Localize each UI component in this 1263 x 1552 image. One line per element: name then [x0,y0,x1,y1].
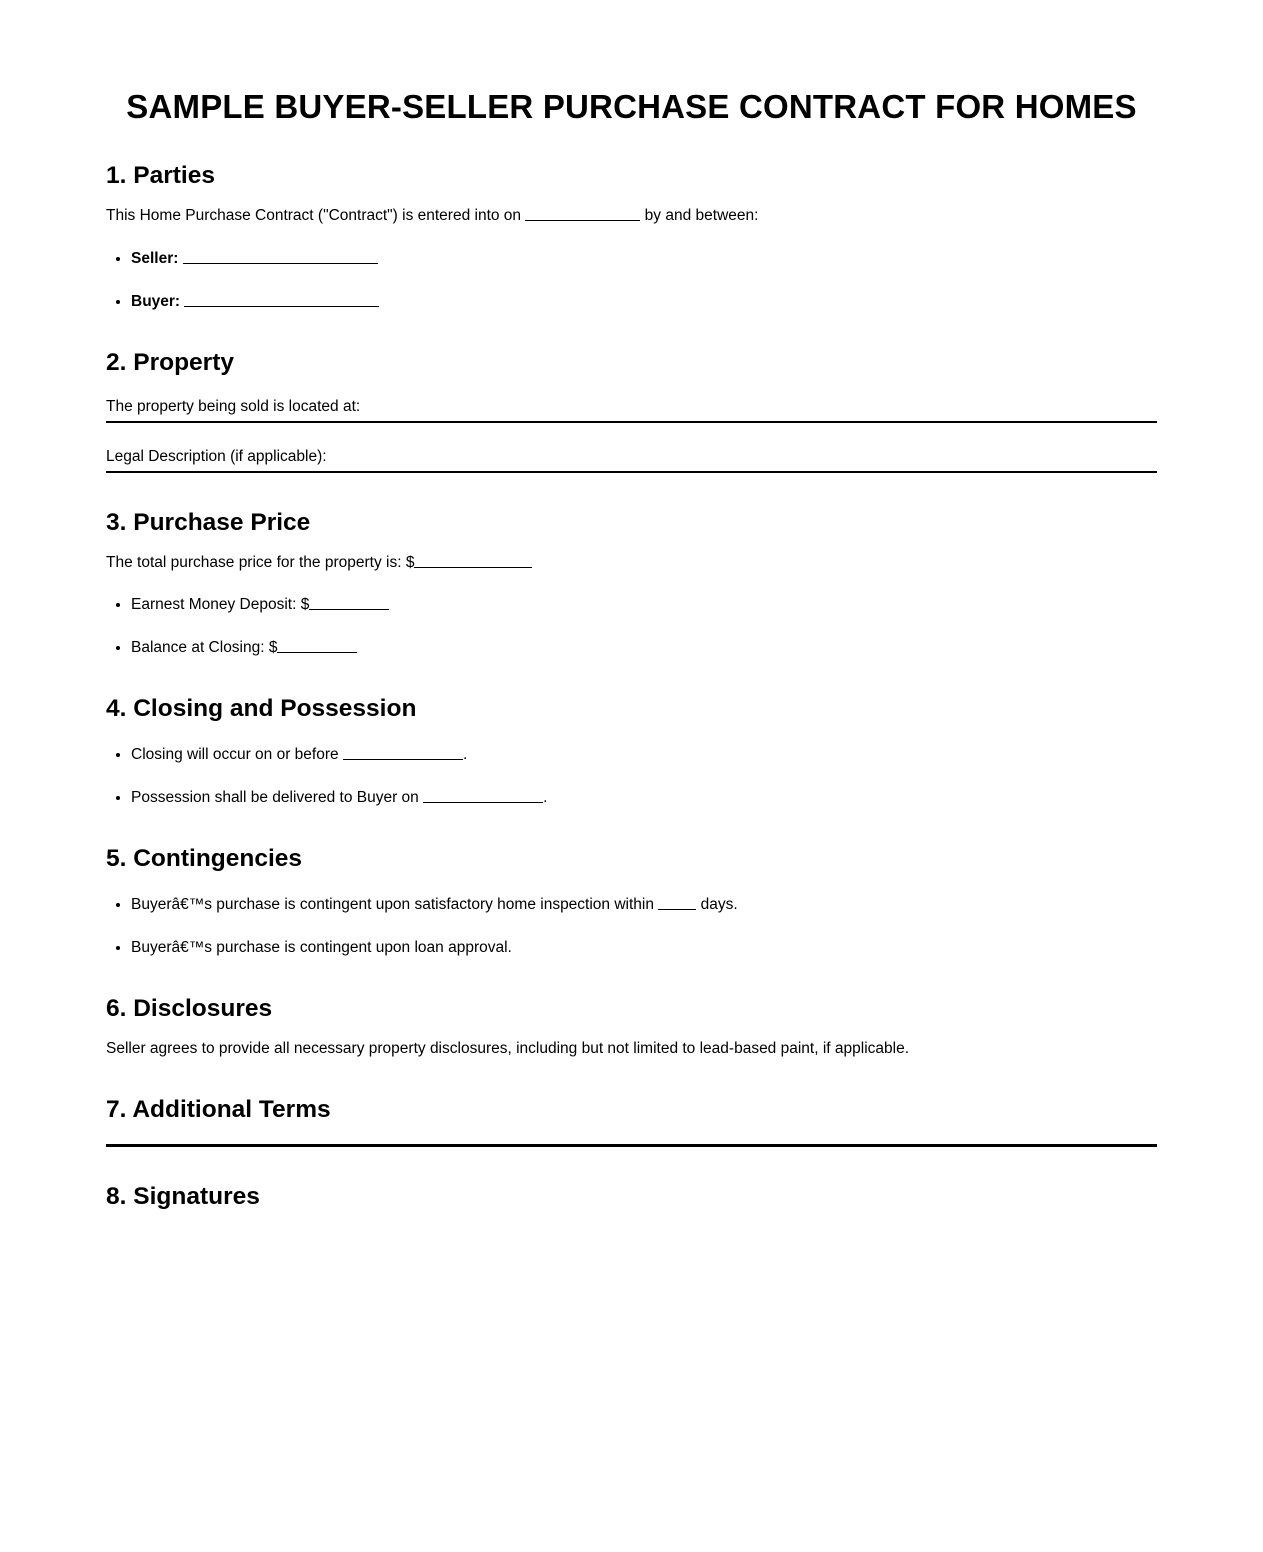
disclosures-heading: 6. Disclosures [106,995,273,1022]
document-title: SAMPLE BUYER-SELLER PURCHASE CONTRACT FOR HOMES [126,88,1137,125]
closing-date-text: Closing will occur on or before [131,746,339,764]
closing-date-item [131,745,1157,766]
seller-label: Seller: [131,249,179,267]
section-signatures [106,1183,1157,1211]
property-location-line [106,397,1157,423]
additional-terms-heading: 7. Additional Terms [106,1095,331,1123]
purchase-price-heading: 3. Purchase Price [106,508,311,536]
section-purchase-price [106,509,1157,660]
purchase-price-total [106,553,1157,574]
closing-heading: 4. Closing and Possession [106,695,417,723]
inspection-contingency-item [131,895,1157,916]
section-property [106,349,1157,473]
earnest-money-item [131,595,1157,616]
seller-list-item [131,249,1157,270]
loan-contingency-text: Buyerâ€™s purchase is contingent upon loan approval. [131,939,512,957]
purchase-price-total-text: The total purchase price for the property is: $ [106,553,415,571]
closing-date-period: . [462,746,468,764]
balance-closing-item [131,638,1157,659]
earnest-money-label: Earnest Money Deposit: $ [131,596,310,614]
property-heading: 2. Property [106,348,234,376]
section-closing-possession [106,695,1157,809]
possession-date-text: Possession shall be delivered to Buyer on [131,789,419,807]
total-price-blank [414,563,532,568]
disclosures-body: Seller agrees to provide all necessary property disclosures, including but not limited to lead-based paint, if applicable. [106,1040,910,1057]
seller-name-blank [183,259,378,264]
parties-intro [106,206,1157,227]
section-contingencies [106,845,1157,959]
possession-date-item [131,788,1157,809]
buyer-label: Buyer: [131,292,181,310]
parties-heading: 1. Parties [106,161,215,189]
property-location-label: The property being sold is located at: [106,397,361,415]
contingencies-list [106,895,1157,959]
inspection-days-blank [658,905,696,910]
inspection-contingency-text: Buyerâ€™s purchase is contingent upon satisfactory home inspection within [131,896,654,914]
closing-date-blank [343,755,463,760]
section-disclosures [106,995,1157,1060]
balance-closing-label: Balance at Closing: $ [131,639,278,657]
closing-list [106,745,1157,809]
signatures-heading: 8. Signatures [106,1182,260,1210]
purchase-price-list [106,595,1157,659]
section-additional-terms [106,1096,1157,1147]
loan-contingency-item [131,938,1157,959]
parties-intro-text: This Home Purchase Contract ("Contract") is entered into on [106,206,522,224]
possession-date-blank [423,798,543,803]
property-legal-label: Legal Description (if applicable): [106,447,327,465]
inspection-contingency-tail: days. [700,896,738,914]
parties-intro-tail: by and between: [644,206,759,224]
section-parties [106,162,1157,313]
property-legal-line [106,447,1157,473]
additional-terms-rule [106,1144,1157,1147]
balance-closing-blank [277,648,357,653]
buyer-name-blank [184,302,379,307]
parties-list [106,249,1157,313]
possession-date-period: . [543,789,548,807]
contingencies-heading: 5. Contingencies [106,845,303,873]
contract-date-blank [525,216,640,221]
buyer-list-item [131,292,1157,313]
earnest-money-blank [309,605,389,610]
